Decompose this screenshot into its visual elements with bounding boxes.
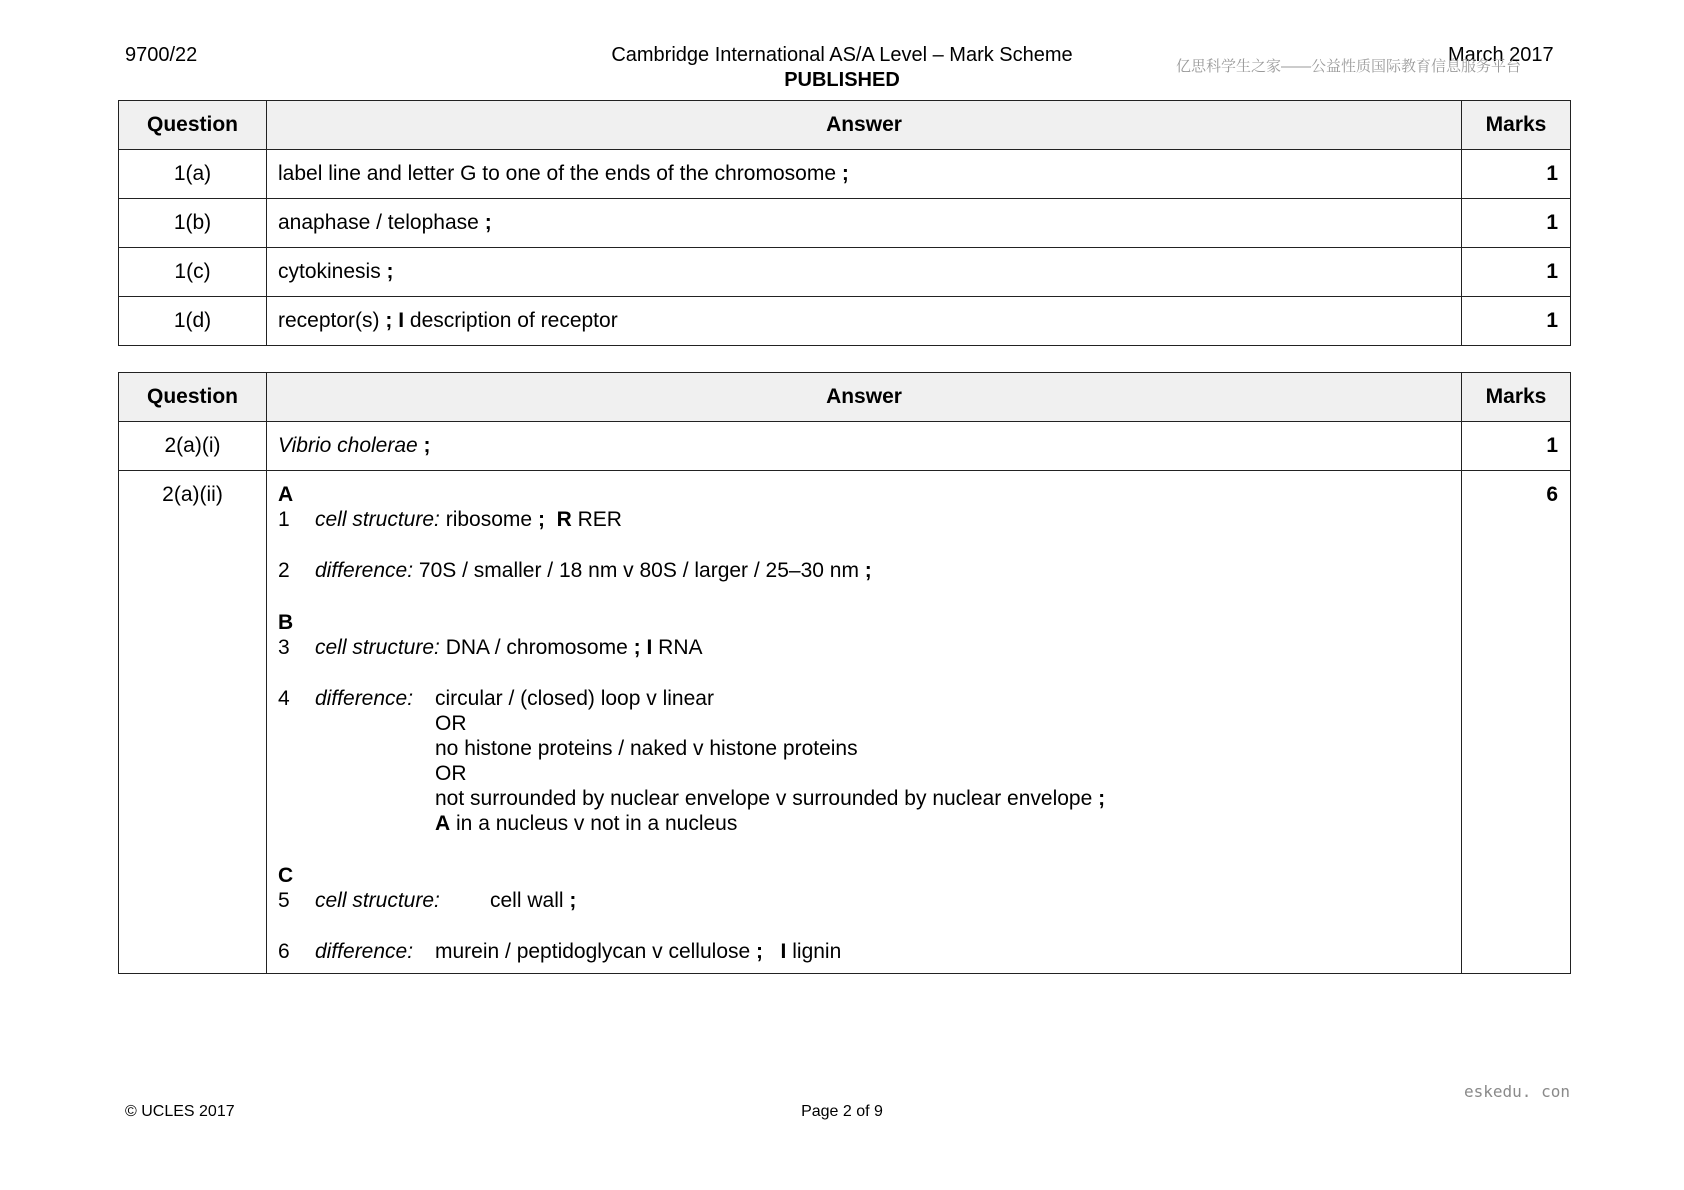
point-label: difference: <box>315 940 414 963</box>
point-text: murein / peptidoglycan v cellulose <box>435 940 751 963</box>
answer-header: Answer <box>267 101 1462 150</box>
marks-value: 1 <box>1462 297 1571 346</box>
mark-separator: ; <box>841 162 849 185</box>
marking-point-4 <box>278 687 413 711</box>
mark-separator: ; <box>385 309 393 332</box>
answer-cell <box>267 297 1462 346</box>
mark-separator: ; <box>569 889 577 912</box>
point-text: ribosome <box>445 508 533 531</box>
marks-value: 1 <box>1462 422 1571 471</box>
exam-date: March 2017 <box>1448 44 1554 66</box>
watermark-text: 亿思科学生之家——公益性质国际教育信息服务平台 <box>1176 58 1522 75</box>
question-number: 2(a)(i) <box>119 422 267 471</box>
point-4-option-2: no histone proteins / naked v histone proteins <box>435 737 858 760</box>
point-label: difference: <box>315 687 414 710</box>
marks-value: 1 <box>1462 248 1571 297</box>
point-6-text <box>435 940 841 964</box>
point-number: 1 <box>278 508 290 531</box>
question-number: 1(d) <box>119 297 267 346</box>
mark-separator: ; <box>1098 787 1106 810</box>
marks-header: Marks <box>1462 101 1571 150</box>
marks-value: 6 <box>1462 471 1571 974</box>
ignore-text: RNA <box>658 636 703 659</box>
site-watermark: eskedu. con <box>1464 1082 1570 1101</box>
accept-text: in a nucleus v not in a nucleus <box>456 812 738 835</box>
mark-separator: ; <box>386 260 394 283</box>
table-header-row <box>119 373 1571 422</box>
point-4-or: OR <box>435 712 467 735</box>
page-number: Page 2 of 9 <box>801 1103 883 1120</box>
table-row <box>119 199 1571 248</box>
point-label: cell structure: <box>315 508 440 531</box>
ignore-label: I <box>646 636 653 659</box>
marks-value: 1 <box>1462 199 1571 248</box>
copyright: © UCLES 2017 <box>125 1103 235 1120</box>
document-title: Cambridge International AS/A Level – Mark Scheme <box>611 44 1073 66</box>
mark-separator: ; <box>423 434 431 457</box>
mark-separator: ; <box>537 508 545 531</box>
question-header: Question <box>119 373 267 422</box>
answer-text: cytokinesis <box>278 260 381 283</box>
point-number: 4 <box>278 687 290 710</box>
section-a-heading: A <box>278 483 294 506</box>
reject-text: RER <box>577 508 622 531</box>
marks-value: 1 <box>1462 150 1571 199</box>
ignore-label: I <box>398 309 405 332</box>
ignore-label: I <box>780 940 787 963</box>
answer-cell <box>267 150 1462 199</box>
marking-point-3 <box>278 636 703 660</box>
document-subtitle: PUBLISHED <box>784 69 900 91</box>
question-number: 1(b) <box>119 199 267 248</box>
point-4-accept <box>435 812 737 836</box>
point-label: cell structure: <box>315 636 440 659</box>
answer-cell <box>267 471 1462 974</box>
marking-point-1 <box>278 508 622 532</box>
point-text: cell wall <box>490 889 564 912</box>
answer-text: label line and letter G to one of the ends of the chromosome <box>278 162 837 185</box>
answer-cell <box>267 199 1462 248</box>
point-label: cell structure: <box>315 889 440 912</box>
answer-text: Vibrio cholerae <box>278 434 418 457</box>
point-text: DNA / chromosome <box>445 636 628 659</box>
answer-cell <box>267 422 1462 471</box>
answer-header: Answer <box>267 373 1462 422</box>
marking-point-6 <box>278 940 413 964</box>
mark-separator: ; <box>756 940 764 963</box>
table-row <box>119 150 1571 199</box>
point-text: 70S / smaller / 18 nm v 80S / larger / 25–30 nm <box>418 559 859 582</box>
question-header: Question <box>119 101 267 150</box>
point-5-text <box>490 889 576 913</box>
point-number: 2 <box>278 559 290 582</box>
option-text: not surrounded by nuclear envelope v surrounded by nuclear envelope <box>435 787 1093 810</box>
point-label: difference: <box>315 559 414 582</box>
table-row <box>119 297 1571 346</box>
question-number: 1(c) <box>119 248 267 297</box>
point-number: 6 <box>278 940 290 963</box>
point-number: 3 <box>278 636 290 659</box>
marks-header: Marks <box>1462 373 1571 422</box>
point-4-option-1: circular / (closed) loop v linear <box>435 687 714 710</box>
section-b-heading: B <box>278 611 294 634</box>
answer-cell <box>267 248 1462 297</box>
accept-label: A <box>435 812 451 835</box>
point-4-option-3 <box>435 787 1105 811</box>
answer-text: receptor(s) <box>278 309 380 332</box>
table-row <box>119 422 1571 471</box>
reject-label: R <box>556 508 572 531</box>
table-header-row <box>119 101 1571 150</box>
mark-separator: ; <box>484 211 492 234</box>
mark-scheme-table-2 <box>118 372 1571 974</box>
paper-code: 9700/22 <box>125 44 198 66</box>
answer-text: anaphase / telophase <box>278 211 479 234</box>
ignore-text: lignin <box>792 940 842 963</box>
section-c-heading: C <box>278 864 294 887</box>
point-number: 5 <box>278 889 290 912</box>
point-4-or: OR <box>435 762 467 785</box>
table-row <box>119 471 1571 974</box>
marking-point-5 <box>278 889 440 913</box>
mark-scheme-table-1 <box>118 100 1571 346</box>
question-number: 2(a)(ii) <box>119 471 267 974</box>
ignore-text: description of receptor <box>409 309 618 332</box>
table-row <box>119 248 1571 297</box>
mark-separator: ; <box>633 636 641 659</box>
question-number: 1(a) <box>119 150 267 199</box>
mark-separator: ; <box>864 559 872 582</box>
marking-point-2 <box>278 559 872 583</box>
